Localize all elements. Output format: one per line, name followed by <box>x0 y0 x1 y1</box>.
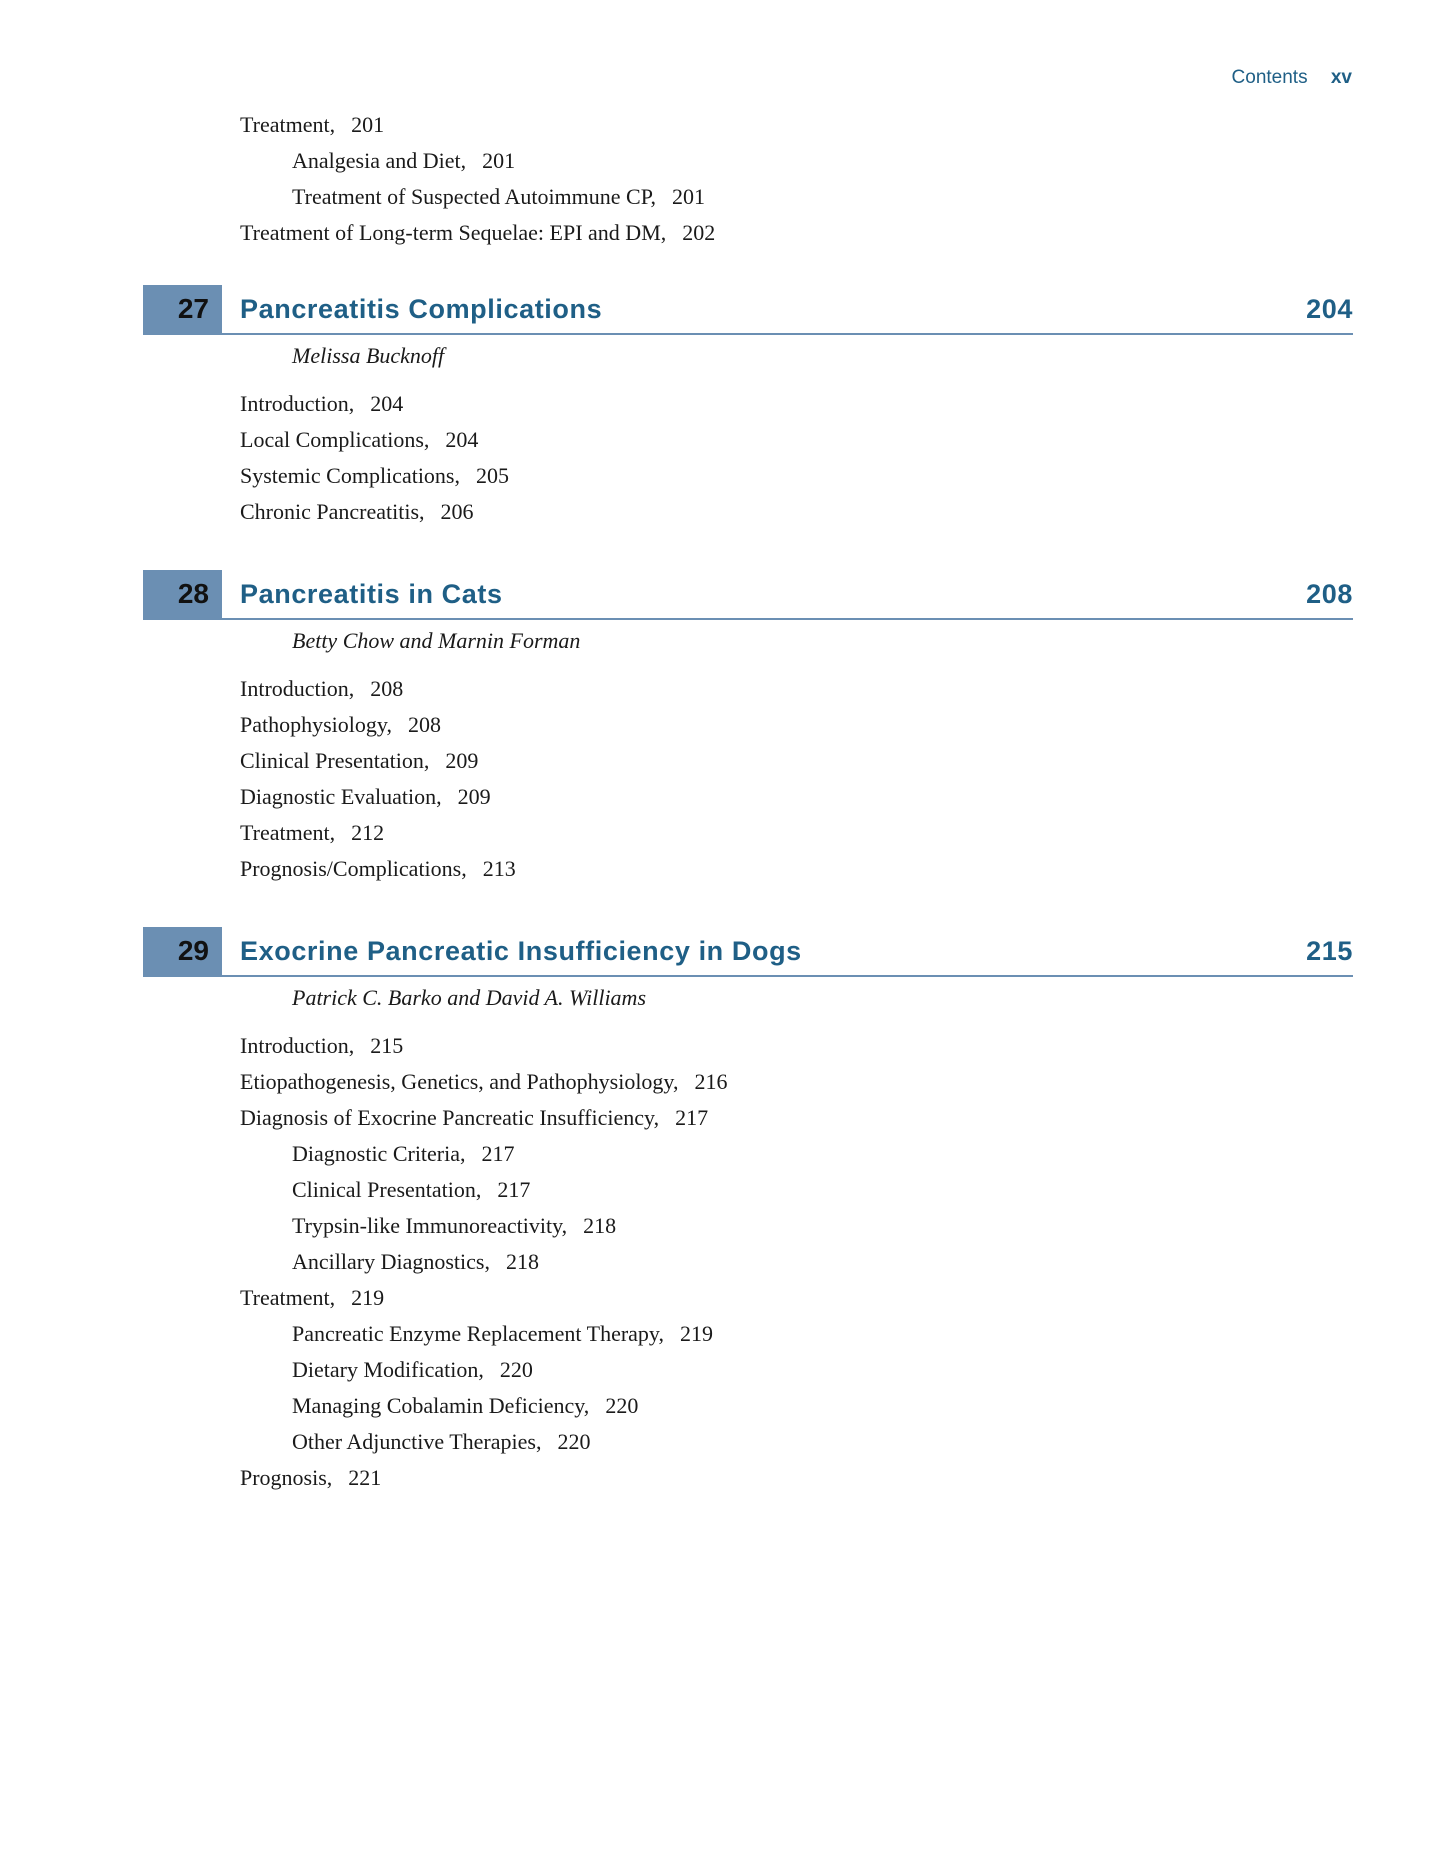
toc-entry[interactable] <box>240 1068 728 1096</box>
toc-entry[interactable] <box>240 219 715 247</box>
chapter-number: 28 <box>143 570 222 618</box>
toc-entry[interactable] <box>292 1248 539 1276</box>
toc-entry-page-number: 201 <box>672 184 706 209</box>
toc-entry[interactable] <box>292 1320 713 1348</box>
chapter-heading[interactable] <box>143 285 1353 335</box>
toc-entry-page-number: 206 <box>440 499 474 524</box>
chapter-author: Melissa Bucknoff <box>292 343 445 368</box>
toc-entry-page-number: 205 <box>476 463 509 488</box>
toc-entry-title: Treatment of Long-term Sequelae: EPI and DM, <box>240 220 667 245</box>
toc-entry[interactable] <box>240 675 403 703</box>
chapter-title: Pancreatitis Complications <box>240 294 603 324</box>
running-head-page-number: xv <box>1330 67 1352 88</box>
toc-entry-page-number: 204 <box>445 427 479 452</box>
chapter-number: 27 <box>143 285 222 333</box>
chapter-page-number: 208 <box>1306 579 1353 609</box>
toc-entry-title: Pancreatic Enzyme Replacement Therapy, <box>292 1321 664 1346</box>
chapter-title: Exocrine Pancreatic Insufficiency in Dogs <box>240 936 802 966</box>
toc-entry-title: Systemic Complications, <box>240 463 460 488</box>
toc-entry-page-number: 201 <box>351 112 385 137</box>
toc-entry[interactable] <box>292 1392 638 1420</box>
toc-entry-title: Etiopathogenesis, Genetics, and Pathophysiology, <box>240 1069 679 1094</box>
toc-entry-title: Treatment, <box>240 820 336 845</box>
toc-entry[interactable] <box>240 747 478 775</box>
toc-entry-title: Analgesia and Diet, <box>292 148 467 173</box>
toc-entry[interactable] <box>292 147 515 175</box>
toc-entry[interactable] <box>240 390 403 418</box>
chapter-author: Betty Chow and Marnin Forman <box>292 628 581 653</box>
toc-entry-title: Dietary Modification, <box>292 1357 484 1382</box>
chapter-author: Patrick C. Barko and David A. Williams <box>292 985 647 1010</box>
toc-entry-page-number: 217 <box>675 1105 709 1130</box>
toc-entry[interactable] <box>240 819 384 847</box>
toc-entry-title: Introduction, <box>240 391 355 416</box>
toc-entry[interactable] <box>292 1356 533 1384</box>
toc-entry-page-number: 218 <box>583 1213 617 1238</box>
toc-entry[interactable] <box>240 783 491 811</box>
toc-entry-page-number: 209 <box>445 748 479 773</box>
toc-entry-page-number: 202 <box>682 220 716 245</box>
toc-entry-title: Introduction, <box>240 1033 355 1058</box>
toc-entry-title: Ancillary Diagnostics, <box>292 1249 490 1274</box>
toc-entry-title: Prognosis/Complications, <box>240 856 467 881</box>
toc-entry-page-number: 220 <box>557 1429 591 1454</box>
toc-entry-title: Diagnostic Evaluation, <box>240 784 442 809</box>
toc-entry-page-number: 221 <box>348 1465 382 1490</box>
toc-entry-title: Clinical Presentation, <box>292 1177 482 1202</box>
chapter-title: Pancreatitis in Cats <box>240 579 503 609</box>
toc-entry-title: Treatment of Suspected Autoimmune CP, <box>292 184 657 209</box>
toc-entry-page-number: 215 <box>370 1033 404 1058</box>
toc-entry-page-number: 217 <box>497 1177 531 1202</box>
toc-entry-page-number: 219 <box>351 1285 385 1310</box>
toc-entry[interactable] <box>292 1428 590 1456</box>
toc-entry[interactable] <box>240 1032 403 1060</box>
toc-entry-title: Managing Cobalamin Deficiency, <box>292 1393 590 1418</box>
running-head <box>1232 66 1352 90</box>
toc-entry-title: Treatment, <box>240 112 336 137</box>
toc-entry[interactable] <box>240 1284 384 1312</box>
toc-entry-title: Diagnostic Criteria, <box>292 1141 466 1166</box>
toc-entry-title: Local Complications, <box>240 427 430 452</box>
toc-entry-page-number: 216 <box>694 1069 728 1094</box>
toc-entry[interactable] <box>292 1176 530 1204</box>
toc-entry[interactable] <box>240 1104 708 1132</box>
chapter-number: 29 <box>143 927 222 975</box>
chapter-page-number: 204 <box>1306 294 1353 324</box>
toc-entry-page-number: 208 <box>407 712 441 737</box>
toc-entry-page-number: 209 <box>457 784 491 809</box>
toc-entry[interactable] <box>240 462 509 490</box>
toc-entry-page-number: 208 <box>370 676 404 701</box>
toc-entry-title: Chronic Pancreatitis, <box>240 499 425 524</box>
toc-entry-title: Pathophysiology, <box>240 712 392 737</box>
toc-entry-page-number: 213 <box>482 856 516 881</box>
toc-entry[interactable] <box>240 111 384 139</box>
toc-entry-title: Diagnosis of Exocrine Pancreatic Insufficiency, <box>240 1105 660 1130</box>
toc-entry[interactable] <box>292 1212 616 1240</box>
toc-entry-page-number: 220 <box>499 1357 533 1382</box>
toc-entry-title: Other Adjunctive Therapies, <box>292 1429 542 1454</box>
running-head-label: Contents <box>1231 67 1308 88</box>
chapter-heading[interactable] <box>143 570 1353 620</box>
toc-entry[interactable] <box>240 1464 381 1492</box>
toc-entry-title: Prognosis, <box>240 1465 333 1490</box>
toc-entry-page-number: 219 <box>680 1321 713 1346</box>
toc-entry[interactable] <box>292 183 705 211</box>
toc-entry-page-number: 201 <box>482 148 516 173</box>
toc-entry-page-number: 217 <box>481 1141 515 1166</box>
toc-entry[interactable] <box>240 498 474 526</box>
toc-entry-page-number: 204 <box>370 391 404 416</box>
toc-entry-title: Trypsin-like Immunoreactivity, <box>292 1213 568 1238</box>
toc-entry-title: Introduction, <box>240 676 355 701</box>
toc-entry-title: Treatment, <box>240 1285 336 1310</box>
chapter-page-number: 215 <box>1306 936 1353 966</box>
toc-entry-title: Clinical Presentation, <box>240 748 430 773</box>
toc-entry-page-number: 220 <box>605 1393 639 1418</box>
toc-entry[interactable] <box>240 711 441 739</box>
chapter-heading[interactable] <box>143 927 1353 977</box>
toc-entry[interactable] <box>292 1140 515 1168</box>
toc-entry[interactable] <box>240 426 478 454</box>
toc-entry-page-number: 218 <box>505 1249 539 1274</box>
toc-entry-page-number: 212 <box>351 820 385 845</box>
toc-entry[interactable] <box>240 855 516 883</box>
